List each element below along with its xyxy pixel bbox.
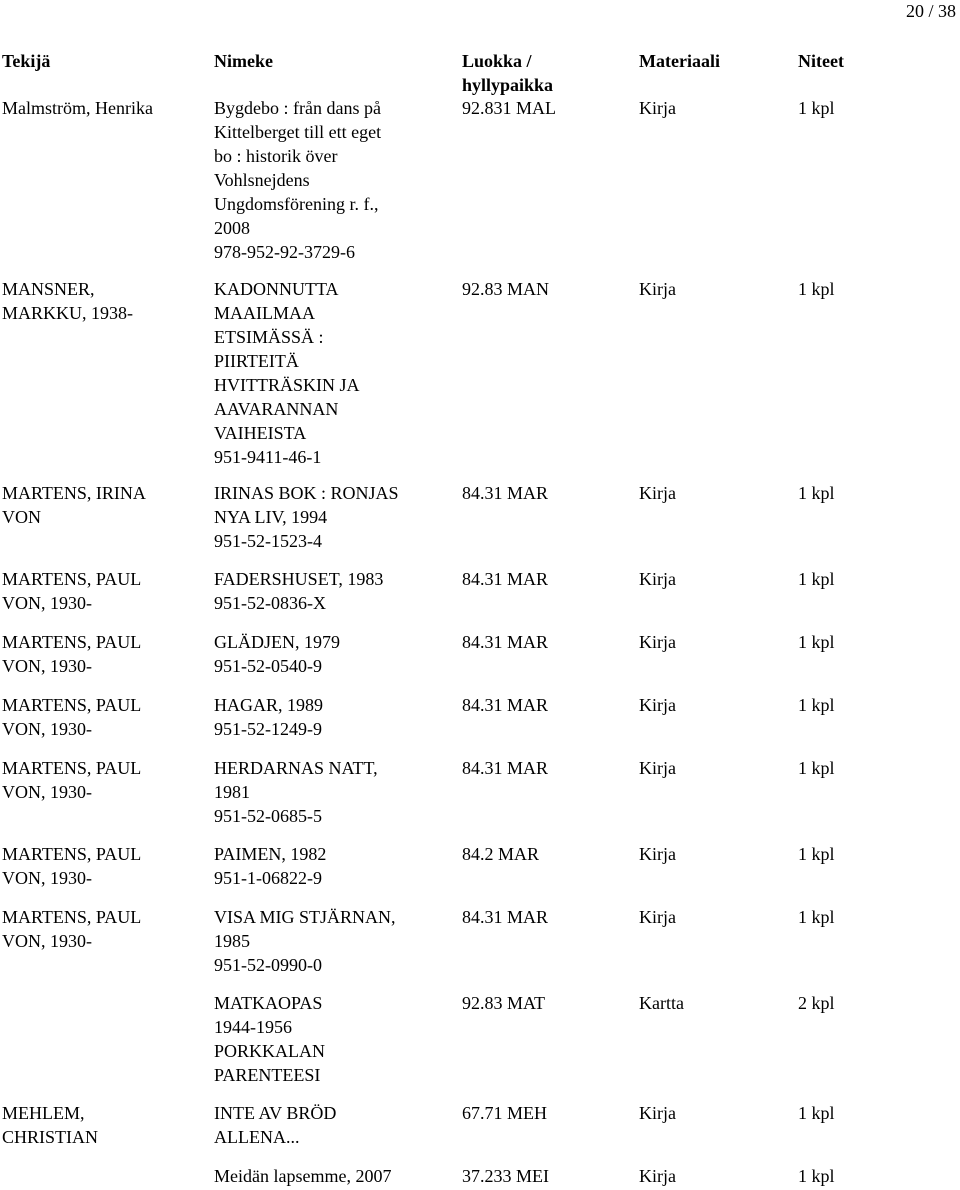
author-cell (2, 481, 207, 529)
title-cell-line: KADONNUTTA (214, 279, 339, 299)
title-cell-line: 951-1-06822-9 (214, 868, 322, 888)
title-cell-line: bo : historik över (214, 146, 338, 166)
title-cell-line: 951-52-0540-9 (214, 656, 322, 676)
class-cell: 84.31 MAR (462, 632, 549, 652)
title-cell-line: VISA MIG STJÄRNAN, (214, 907, 396, 927)
title-cell (214, 1101, 454, 1149)
count-cell: 1 kpl (798, 1103, 835, 1123)
header-class-line: hyllypaikka (462, 75, 554, 95)
header-class-line: Luokka / (462, 51, 532, 71)
author-cell-line: VON, 1930- (2, 931, 92, 951)
count-cell: 2 kpl (798, 993, 835, 1013)
class-cell: 84.31 MAR (462, 695, 549, 715)
material-cell: Kirja (639, 569, 676, 589)
title-cell-line: Vohlsnejdens (214, 170, 310, 190)
header-material: Materiaali (639, 51, 720, 71)
material-cell: Kirja (639, 483, 676, 503)
author-cell (2, 905, 207, 953)
author-cell-line: VON, 1930- (2, 593, 92, 613)
title-cell-line: IRINAS BOK : RONJAS (214, 483, 399, 503)
title-cell-line: 2008 (214, 218, 250, 238)
author-cell-line: MARKKU, 1938- (2, 303, 134, 323)
material-cell: Kirja (639, 844, 676, 864)
class-cell: 92.83 MAT (462, 993, 546, 1013)
author-cell-line: VON, 1930- (2, 719, 92, 739)
author-cell-line: MARTENS, IRINA (2, 483, 146, 503)
author-cell (2, 96, 207, 120)
title-cell-line: 951-52-0685-5 (214, 806, 322, 826)
title-cell-line: AAVARANNAN (214, 399, 339, 419)
title-cell (214, 842, 454, 890)
count-cell: 1 kpl (798, 844, 835, 864)
title-cell-line: PARENTEESI (214, 1065, 321, 1085)
title-cell-line: 951-52-1523-4 (214, 531, 322, 551)
class-cell: 84.31 MAR (462, 483, 549, 503)
author-cell-line: VON, 1930- (2, 782, 92, 802)
class-cell: 92.831 MAL (462, 98, 556, 118)
class-cell: 92.83 MAN (462, 279, 550, 299)
header-count: Niteet (798, 51, 844, 71)
title-cell-line: Ungdomsförening r. f., (214, 194, 379, 214)
material-cell: Kirja (639, 1166, 676, 1186)
author-cell (2, 842, 207, 890)
class-cell: 84.31 MAR (462, 758, 549, 778)
title-cell (214, 481, 454, 553)
title-cell-line: 951-52-1249-9 (214, 719, 322, 739)
title-cell-line: HAGAR, 1989 (214, 695, 324, 715)
material-cell: Kartta (639, 993, 684, 1013)
title-cell-line: Kittelberget till ett eget (214, 122, 382, 142)
title-cell (214, 277, 454, 469)
title-cell-line: HVITTRÄSKIN JA (214, 375, 360, 395)
author-cell-line: VON, 1930- (2, 656, 92, 676)
title-cell-line: NYA LIV, 1994 (214, 507, 328, 527)
material-cell: Kirja (639, 1103, 676, 1123)
title-cell-line: 1944-1956 (214, 1017, 292, 1037)
title-cell (214, 1164, 454, 1188)
title-cell-line: 1985 (214, 931, 250, 951)
title-cell-line: Bygdebo : från dans på (214, 98, 381, 118)
author-cell-line: MARTENS, PAUL (2, 758, 142, 778)
title-cell-line: 951-52-0836-X (214, 593, 326, 613)
count-cell: 1 kpl (798, 569, 835, 589)
author-cell-line: VON, 1930- (2, 868, 92, 888)
author-cell (2, 756, 207, 804)
title-cell-line: PAIMEN, 1982 (214, 844, 327, 864)
author-cell (2, 567, 207, 615)
author-cell (2, 1101, 207, 1149)
author-cell-line: MEHLEM, (2, 1103, 85, 1123)
title-cell (214, 567, 454, 615)
author-cell (2, 693, 207, 741)
count-cell: 1 kpl (798, 483, 835, 503)
title-cell-line: MAAILMAA (214, 303, 315, 323)
material-cell: Kirja (639, 279, 676, 299)
class-cell: 84.2 MAR (462, 844, 540, 864)
count-cell: 1 kpl (798, 98, 835, 118)
title-cell-line: Meidän lapsemme, 2007 (214, 1166, 392, 1186)
material-cell: Kirja (639, 632, 676, 652)
author-cell-line: MARTENS, PAUL (2, 907, 142, 927)
count-cell: 1 kpl (798, 907, 835, 927)
class-cell: 84.31 MAR (462, 907, 549, 927)
title-cell-line: 951-52-0990-0 (214, 955, 322, 975)
title-cell-line: ALLENA... (214, 1127, 300, 1147)
class-cell: 84.31 MAR (462, 569, 549, 589)
title-cell-line: INTE AV BRÖD (214, 1103, 337, 1123)
class-cell: 37.233 MEI (462, 1166, 549, 1186)
page-indicator: 20 / 38 (905, 1, 956, 21)
author-cell-line: MARTENS, PAUL (2, 569, 142, 589)
title-cell-line: GLÄDJEN, 1979 (214, 632, 340, 652)
count-cell: 1 kpl (798, 632, 835, 652)
title-cell (214, 96, 454, 264)
title-cell-line: 978-952-92-3729-6 (214, 242, 355, 262)
count-cell: 1 kpl (798, 758, 835, 778)
title-cell-line: ETSIMÄSSÄ : (214, 327, 324, 347)
header-class (462, 49, 632, 97)
author-cell-line: CHRISTIAN (2, 1127, 99, 1147)
title-cell-line: 951-9411-46-1 (214, 447, 322, 467)
count-cell: 1 kpl (798, 279, 835, 299)
title-cell-line: PORKKALAN (214, 1041, 326, 1061)
material-cell: Kirja (639, 758, 676, 778)
author-cell-line: MARTENS, PAUL (2, 844, 142, 864)
author-cell (2, 277, 207, 325)
title-cell (214, 756, 454, 828)
material-cell: Kirja (639, 907, 676, 927)
author-cell-line: VON (2, 507, 41, 527)
author-cell (2, 630, 207, 678)
author-cell-line: MANSNER, (2, 279, 95, 299)
title-cell (214, 693, 454, 741)
header-title: Nimeke (214, 51, 273, 71)
material-cell: Kirja (639, 695, 676, 715)
title-cell-line: 1981 (214, 782, 250, 802)
count-cell: 1 kpl (798, 695, 835, 715)
title-cell (214, 905, 454, 977)
title-cell (214, 991, 454, 1087)
title-cell (214, 630, 454, 678)
count-cell: 1 kpl (798, 1166, 835, 1186)
title-cell-line: MATKAOPAS (214, 993, 323, 1013)
title-cell-line: HERDARNAS NATT, (214, 758, 378, 778)
title-cell-line: PIIRTEITÄ (214, 351, 299, 371)
title-cell-line: VAIHEISTA (214, 423, 307, 443)
class-cell: 67.71 MEH (462, 1103, 547, 1123)
author-cell-line: Malmström, Henrika (2, 98, 153, 118)
author-cell-line: MARTENS, PAUL (2, 695, 142, 715)
material-cell: Kirja (639, 98, 676, 118)
title-cell-line: FADERSHUSET, 1983 (214, 569, 384, 589)
author-cell-line: MARTENS, PAUL (2, 632, 142, 652)
header-author: Tekijä (2, 51, 51, 71)
